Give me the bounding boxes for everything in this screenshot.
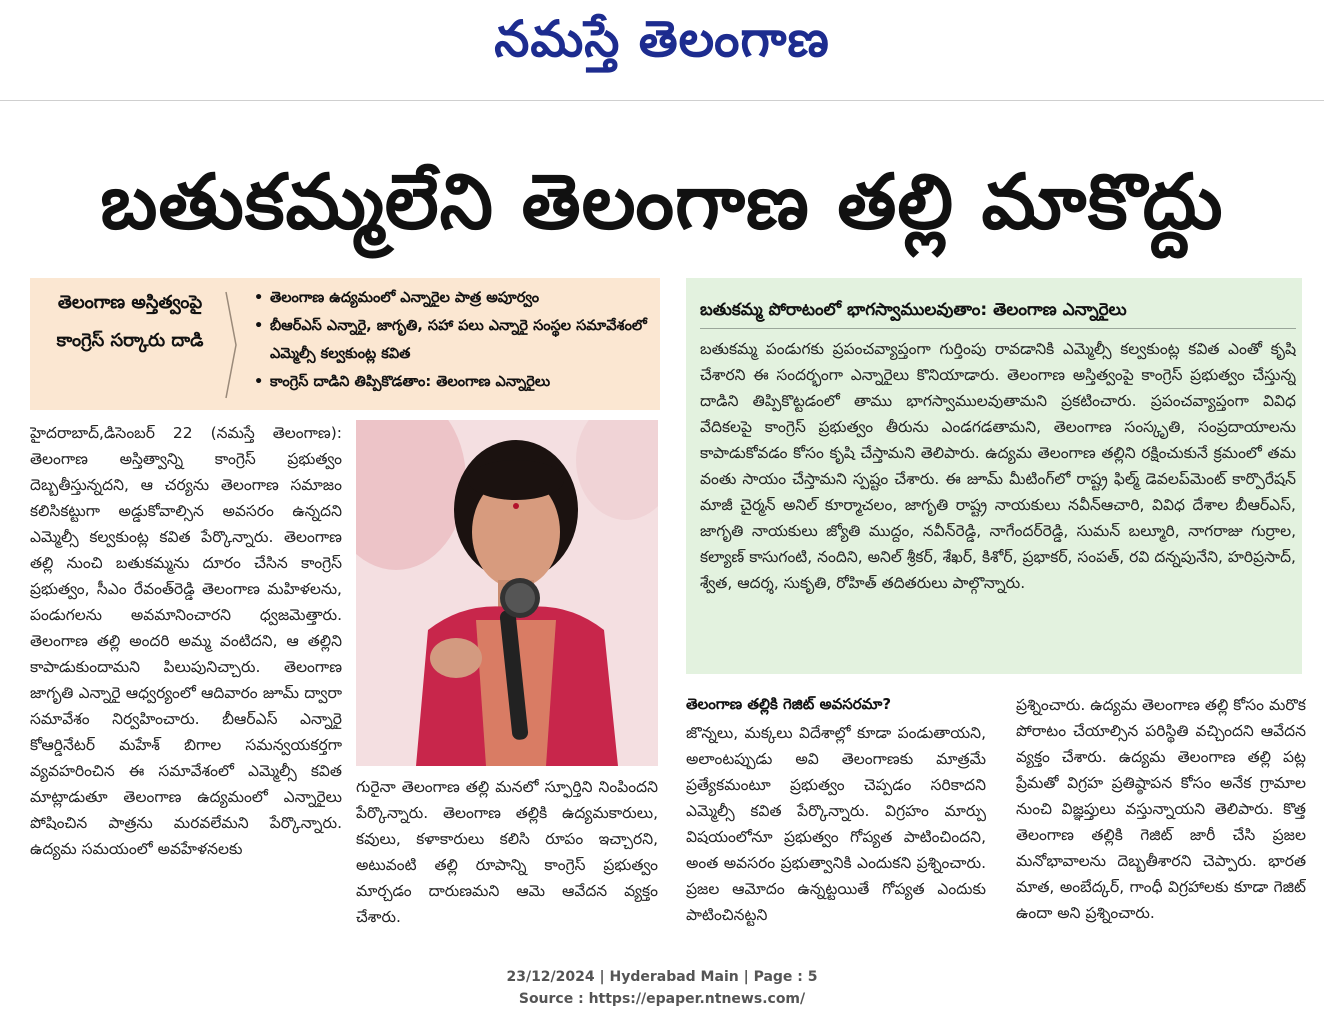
- sidebar-title: బతుకమ్మ పోరాటంలో భాగస్వాములవుతాం: తెలంగాణ ఎన్నారైలు: [700, 300, 1127, 320]
- article-column-4: ప్రశ్నించారు. ఉద్యమ తెలంగాణ తల్లి కోసం మరొక పోరాటం చేయాల్సిన పరిస్థితి వచ్చిందని ఆవేదన వ్యక్తం చేశారు. ఉద్యమ తెలంగాణ తల్లి పట్ల ప్రేమతో విగ్రహ ప్రతిష్ఠాపన కోసం అనేక గ్రామాల నుంచి విజ్ఞప్తులు వస్తున్నాయని తెలిపారు. కొత్త తెలంగాణ తల్లికి గెజిట్ జారీ చేసి ప్రజల మనోభావాలను దెబ్బతీశారని చెప్పారు. భారత మాత, అంబేద్కర్, గాంధీ విగ్రహాలకు కూడా గెజిట్ ఉందా అని ప్రశ్నించారు.: [1016, 696, 1306, 922]
- highlight-title: తెలంగాణ అస్తిత్వంపై కాంగ్రెస్ సర్కారు దాడి: [56, 292, 204, 351]
- article-photo: [356, 420, 658, 766]
- subheading: తెలంగాణ తల్లికి గెజిట్ అవసరమా?: [686, 695, 892, 713]
- sidebar-text: బతుకమ్మ పండుగకు ప్రపంచవ్యాప్తంగా గుర్తింపు రావడానికి ఎమ్మెల్సీ కల్వకుంట్ల కవిత ఎంతో కృషి చేశారని ఈ సందర్భంగా ఎన్నారైలు కొనియాడారు. తెలంగాణ అస్తిత్వంపై కాంగ్రెస్ ప్రభుత్వం చేస్తున్న దాడిని తిప్పికొట్టడంలో తాము భాగస్వాములవుతామని ప్రకటించారు. ప్రపంచవ్యాప్తంగా వివిధ వేదికలపై కాంగ్రెస్ ప్రభుత్వం తీరును ఎండగడతామని, తెలంగాణ సంస్కృతి, సంప్రదాయాలను కాపాడుకోవడం కోసం కృషి చేస్తామని తెలిపారు. ఉద్యమ తెలంగాణ తల్లిని రక్షించుకునే క్రమంలో తమ వంతు సాయం చేస్తామని స్పష్టం చేశారు. ఈ జూమ్ మీటింగ్‌లో రాష్ట్ర ఫిల్మ్ డెవలప్‌మెంట్ కార్పొరేషన్ మాజీ చైర్మన్ అనిల్ కూర్మాచలం, జాగృతి రాష్ట్ర నాయకులు నవీన్‌ఆచారి, వివిధ దేశాల బీఆర్ఎస్, జాగృతి నాయకులు జ్యోతి ముద్దం, నవీన్‌రెడ్డి, నాగేందర్‌రెడ్డి, సుమన్ బల్మూరి, నాగరాజు గుర్రాల, కల్యాణ్ కాసుగంటి, నందిని, అనిల్ శ్రీకర్, శేఖర్, కిశోర్, ప్రభాకర్, సంపత్, రవి దన్నపునేని, హరిప్రసాద్, శ్వేత, ఆదర్శ, సుకృతి, రోహిత్ తదితరులు పాల్గొన్నారు.: [700, 340, 1296, 592]
- article-column-1: హైదరాబాద్,డిసెంబర్ 22 (నమస్తే తెలంగాణ): తెలంగాణ అస్తిత్వాన్ని కాంగ్రెస్ ప్రభుత్వం దెబ్బతీస్తున్నదని, ఆ చర్యను తెలంగాణ సమాజం కలిసికట్టుగా అడ్డుకోవాల్సిన అవసరం ఉన్నదని ఎమ్మెల్సీ కల్వకుంట్ల కవిత పేర్కొన్నారు. తెలంగాణ తల్లి నుంచి బతుకమ్మను దూరం చేసిన కాంగ్రెస్ ప్రభుత్వం, సీఎం రేవంత్‌రెడ్డి తెలంగాణ మహిళలను, పండుగలను అవమానించారని ధ్వజమెత్తారు. తెలంగాణ తల్లి అందరి అమ్మ వంటిదని, ఆ తల్లిని కాపాడుకుందామని పిలుపునిచ్చారు. తెలంగాణ జాగృతి ఎన్నారై ఆధ్వర్యంలో ఆదివారం జూమ్ ద్వారా సమావేశం నిర్వహించారు. బీఆర్ఎస్ ఎన్నారై కోఆర్డినేటర్ మహేశ్ బిగాల సమన్వయకర్తగా వ్యవహరించిన ఈ సమావేశంలో ఎమ్మెల్సీ కవిత మాట్లాడుతూ తెలంగాణ ఉద్యమంలో ఎన్నారైలు పోషించిన పాత్రను మరవలేమని పేర్కొన్నారు. ఉద్యమ సమయంలో అవహేళనలకు: [30, 424, 342, 858]
- sidebar-title-rule: [700, 328, 1296, 329]
- headline: బతుకమ్మలేని తెలంగాణ తల్లి మాకొద్దు: [100, 157, 1224, 246]
- speaker-portrait: [356, 420, 658, 766]
- masthead-logo: నమస్తే తెలంగాణ: [494, 9, 830, 68]
- highlight-brace-divider: [224, 290, 240, 400]
- footer-source-link[interactable]: Source : https://epaper.ntnews.com/: [518, 991, 806, 1007]
- article-column-3: జొన్నలు, మక్కలు విదేశాల్లో కూడా పండుతాయని, అలాంటప్పుడు అవి తెలంగాణకు మాత్రమే ప్రత్యేకమంటూ ప్రభుత్వం చెప్పడం సరికాదని ఎమ్మెల్సీ కవిత పేర్కొన్నారు. విగ్రహం మార్పు విషయంలోనూ ప్రభుత్వం గోప్యత పాటించిందని, అంత అవసరం ప్రభుత్వానికి ఎందుకని ప్రశ్నించారు. ప్రజల ఆమోదం ఉన్నట్టయితే గోప్యత ఎందుకు పాటించినట్టని: [686, 724, 986, 924]
- page-footer: [0, 966, 1324, 1014]
- highlight-bullet: • బీఆర్ఎస్ ఎన్నారై, జాగృతి, సహా పలు ఎన్నారై సంస్థల సమావేశంలో ఎమ్మెల్సీ కల్వకుంట్ల కవిత: [252, 312, 652, 368]
- highlight-bullets: [252, 284, 652, 406]
- highlight-bullet: • తెలంగాణ ఉద్యమంలో ఎన్నారైల పాత్ర అపూర్వం: [252, 284, 652, 312]
- article-column-2: గురైనా తెలంగాణ తల్లి మనలో స్ఫూర్తిని నింపిందని పేర్కొన్నారు. తెలంగాణ తల్లికి ఉద్యమకారులు, కవులు, కళాకారులు కలిసి రూపం ఇచ్చారని, అటువంటి తల్లి రూపాన్ని కాంగ్రెస్ ప్రభుత్వం మార్చడం దారుణమని ఆమె ఆవేదన వ్యక్తం చేశారు.: [356, 778, 658, 926]
- footer-date-edition: 23/12/2024 | Hyderabad Main | Page : 5: [506, 969, 818, 985]
- masthead-divider: [0, 100, 1324, 101]
- highlight-bullet: • కాంగ్రెస్ దాడిని తిప్పికొడతాం: తెలంగాణ ఎన్నారైలు: [252, 368, 652, 396]
